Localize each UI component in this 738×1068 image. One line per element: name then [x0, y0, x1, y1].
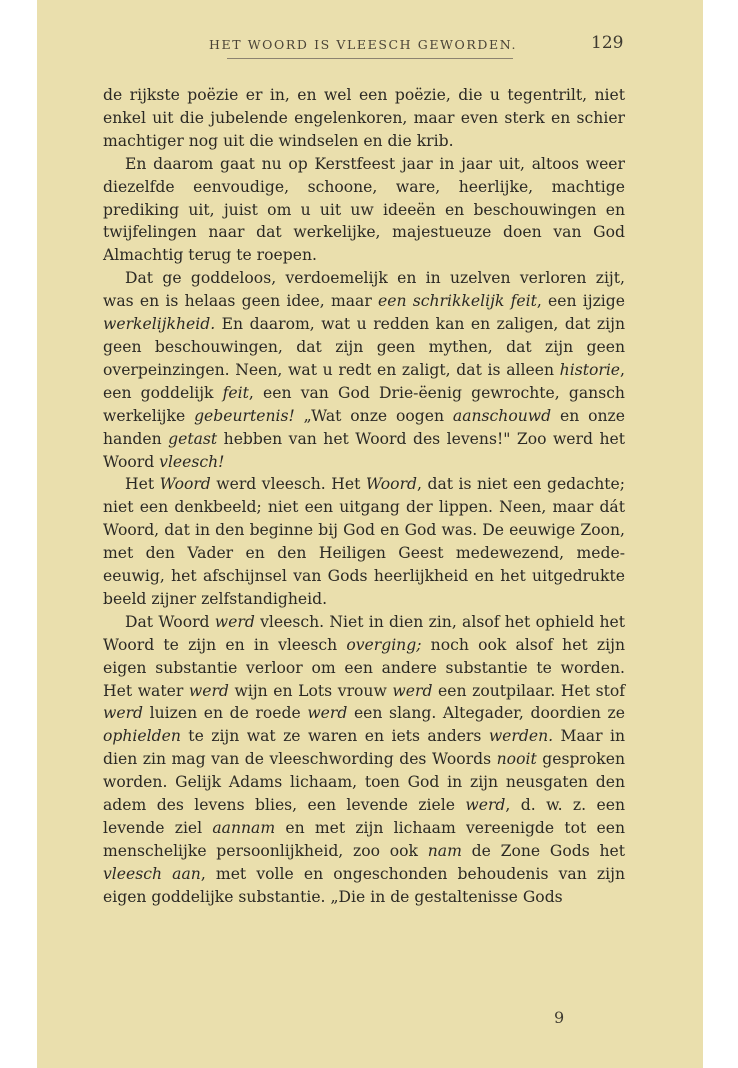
emphasis-text: aanschouwd [452, 406, 552, 425]
text-run: gesproken worden. Gelijk Adams lichaam, toen God in zijn neusgaten den adem des levens blies, een levende ziele [103, 750, 625, 815]
page-number: 129 [591, 33, 624, 53]
emphasis-text: werden. [488, 727, 554, 746]
emphasis-text: werd [103, 704, 144, 723]
text-run: Dat ge goddeloos, verdoemelijk en in uzelven verloren zijt, was en is helaas geen idee, maar [103, 269, 625, 311]
text-run: en met zijn lichaam vereenigde tot een menschelijke persoonlijkheid, zoo ook [103, 819, 625, 860]
emphasis-text: werd [465, 796, 506, 815]
text-run: hebben van het Woord des levens!" Zoo werd het Woord [103, 429, 625, 471]
paragraph [103, 153, 625, 268]
text-run: wijn en Lots vrouw [228, 681, 393, 700]
text-run: Het [125, 475, 160, 494]
text-run: noch ook alsof het zijn eigen substantie verloor om een andere substantie te worden. Het water [103, 635, 625, 700]
text-run: , een van God Drie-ëenig gewrochte, gansch werkelijke [103, 383, 625, 425]
text-run: werd vleesch. Het [210, 475, 366, 494]
signature-mark: 9 [554, 1008, 565, 1027]
text-run: Maar in dien zin mag van de vleeschwording des Woords [103, 727, 625, 769]
emphasis-text: aannam [212, 819, 276, 837]
text-run: , een ijzige [536, 292, 625, 311]
running-head: HET WOORD IS VLEESCH GEWORDEN. [209, 37, 518, 52]
emphasis-text: werd [307, 704, 348, 723]
page-header [37, 33, 703, 55]
text-run: , d. w. z. een levende ziel [103, 796, 625, 837]
paragraph [103, 473, 625, 610]
text-run: , met volle en ongeschonden behoudenis van zijn eigen goddelijke substantie. „Die in de gestaltenisse Gods [103, 864, 625, 906]
text-run: , een goddelijk [103, 360, 625, 402]
emphasis-text: werd [392, 681, 433, 700]
text-run: de Zone Gods het [461, 841, 625, 860]
text-run: te zijn wat ze waren en iets anders [180, 727, 489, 746]
emphasis-text: werkelijkheid. [103, 315, 216, 334]
emphasis-text: gebeurtenis! [194, 406, 295, 425]
text-run: „Wat onze oogen [294, 406, 453, 425]
emphasis-text: historie [559, 360, 621, 379]
emphasis-text: nooit [496, 750, 537, 769]
emphasis-text: werd [214, 612, 255, 631]
emphasis-text: Woord [159, 475, 211, 494]
text-run: En daarom gaat nu op Kerstfeest jaar in jaar uit, altoos weer diezelfde eenvoudige, schoone, ware, heerlijke, machtige prediking uit, juist om u uit uw ideeën en beschouwingen en twijfelingen naar dat werkelijke, majestueuze doen van God Almachtig terug te roepen. [103, 154, 625, 265]
emphasis-text: vleesch! [159, 452, 225, 471]
emphasis-text: nam [427, 841, 462, 860]
emphasis-text: Woord [365, 475, 418, 494]
emphasis-text: werd [188, 681, 229, 700]
emphasis-text: vleesch aan [103, 864, 201, 883]
emphasis-text: feit [222, 383, 249, 402]
emphasis-text: getast [168, 429, 218, 448]
emphasis-text: een schrikkelijk feit [378, 292, 537, 311]
paragraph [103, 84, 625, 153]
book-page [37, 0, 703, 1068]
emphasis-text: overging; [346, 635, 422, 654]
body-text [103, 84, 625, 909]
paragraph [103, 611, 625, 909]
text-run: een slang. Altegader, doordien ze [347, 704, 625, 723]
text-run: En daarom, wat u redden kan en zaligen, dat zijn geen beschouwingen, dat zijn geen mythen, dat zijn geen overpeinzingen. Neen, wat u redt en zaligt, dat is alleen [103, 315, 625, 379]
text-run: vleesch. Niet in dien zin, alsof het ophield het Woord te zijn en in vleesch [103, 612, 625, 654]
text-run: , dat is niet een gedachte; niet een denkbeeld; niet een uitgang der lippen. Neen, maar dát Woord, dat in den beginne bij God en God was. De eeuwige Zoon, met den Vader en den Heiligen Geest medewezend, mede-eeuwig, het afschijnsel van Gods heerlijkheid en het uitgedrukte beeld zijner zelfstandigheid. [103, 475, 625, 608]
text-run: en onze handen [103, 406, 625, 448]
header-rule [227, 58, 513, 59]
text-run: luizen en de roede [143, 704, 308, 723]
emphasis-text: ophielden [103, 727, 181, 746]
text-run: de rijkste poëzie er in, en wel een poëzie, die u tegentrilt, niet enkel uit die jubelende engelenkoren, maar even sterk en schier machtiger nog uit die windselen en die krib. [103, 86, 625, 150]
text-run: Dat Woord [125, 612, 215, 631]
text-run: een zoutpilaar. Het stof [432, 681, 625, 700]
paragraph [103, 267, 625, 473]
